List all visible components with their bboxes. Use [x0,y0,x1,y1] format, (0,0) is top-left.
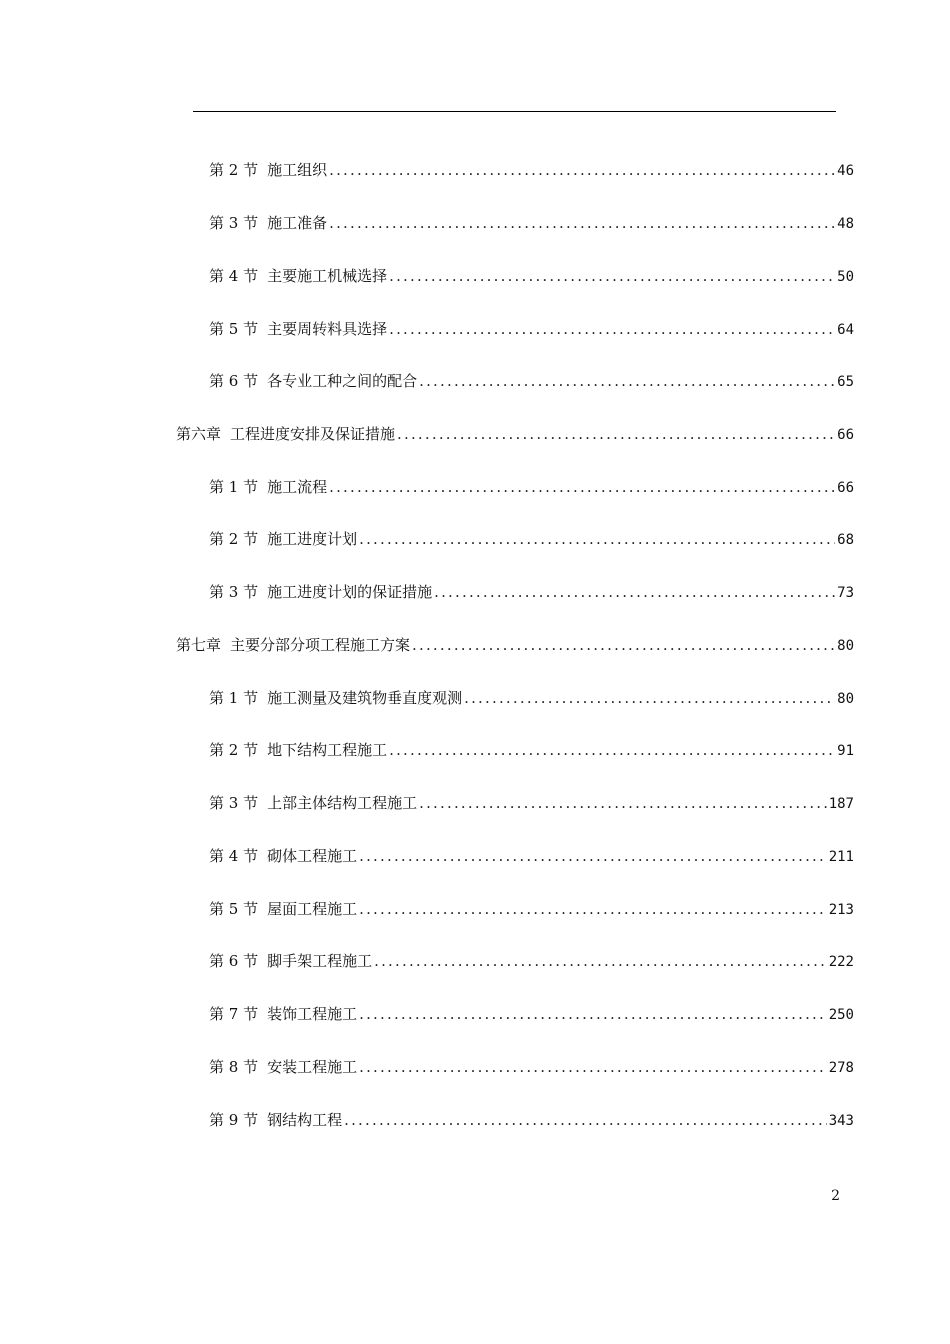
toc-entry-page: 48 [837,216,854,232]
dot-leader [389,318,835,340]
header-rule [193,111,836,112]
toc-entry-title: 施工流程 [267,478,328,496]
toc-entry-title: 工程进度安排及保证措施 [230,425,396,443]
toc-entry-page: 213 [828,902,854,918]
toc-entry-page: 80 [837,638,854,654]
toc-entry-number: 第 6 节 [209,372,259,390]
toc-entry-page: 64 [837,322,854,338]
toc-entry[interactable] [209,739,854,761]
toc-entry[interactable] [209,265,854,287]
dot-leader [434,581,835,603]
toc-entry-number: 第 6 节 [209,952,259,970]
toc-entry-title: 主要分部分项工程施工方案 [230,636,411,654]
footer-page-number: 2 [831,1188,840,1204]
toc-entry-page: 278 [828,1060,854,1076]
toc-entry-number: 第 1 节 [209,478,259,496]
dot-leader [419,370,835,392]
toc-entry-page: 73 [837,585,854,601]
dot-leader [464,687,835,709]
toc-entry-page: 80 [837,691,854,707]
toc-chapter-entry[interactable] [176,423,854,445]
toc-entry[interactable] [209,370,854,392]
toc-entry-page: 66 [837,427,854,443]
toc-entry-number: 第 5 节 [209,320,259,338]
toc-entry[interactable] [209,1056,854,1078]
toc-entry-number: 第 8 节 [209,1058,259,1076]
toc-entry-title: 施工进度计划的保证措施 [267,583,433,601]
toc-entry-title: 主要周转料具选择 [267,320,388,338]
toc-entry-page: 343 [828,1113,854,1129]
toc-entry-title: 施工准备 [267,214,328,232]
dot-leader [329,212,835,234]
toc-entry-number: 第 3 节 [209,794,259,812]
toc-entry[interactable] [209,581,854,603]
toc-entry-title: 钢结构工程 [267,1111,343,1129]
toc-entry-page: 91 [837,743,854,759]
toc-entry[interactable] [209,159,854,181]
toc-entry[interactable] [209,687,854,709]
toc-entry-number: 第 2 节 [209,530,259,548]
toc-entry-title: 各专业工种之间的配合 [267,372,418,390]
toc-entry[interactable] [209,318,854,340]
toc-entry-number: 第 7 节 [209,1005,259,1023]
toc-entry-page: 46 [837,163,854,179]
dot-leader [329,476,835,498]
dot-leader [389,265,835,287]
toc-entry-number: 第七章 [176,636,222,654]
toc-entry-title: 施工进度计划 [267,530,358,548]
toc-entry-page: 250 [828,1007,854,1023]
toc-entry[interactable] [209,212,854,234]
toc-entry-number: 第 4 节 [209,267,259,285]
dot-leader [389,739,835,761]
dot-leader [359,1003,827,1025]
dot-leader [397,423,835,445]
dot-leader [359,528,835,550]
dot-leader [359,1056,827,1078]
toc-entry-title: 主要施工机械选择 [267,267,388,285]
toc-entry-title: 地下结构工程施工 [267,741,388,759]
toc-entry-number: 第 9 节 [209,1111,259,1129]
toc-entry[interactable] [209,1109,854,1131]
dot-leader [412,634,835,656]
toc-entry-title: 脚手架工程施工 [267,952,373,970]
toc-entry[interactable] [209,898,854,920]
toc-entry-number: 第 2 节 [209,161,259,179]
toc-chapter-entry[interactable] [176,634,854,656]
dot-leader [374,950,827,972]
toc-entry-number: 第 1 节 [209,689,259,707]
dot-leader [344,1109,827,1131]
toc-entry-page: 222 [828,954,854,970]
toc-entry-number: 第 5 节 [209,900,259,918]
toc-entry-page: 50 [837,269,854,285]
toc-entry-page: 211 [828,849,854,865]
toc-entry-title: 砌体工程施工 [267,847,358,865]
toc-entry-number: 第 4 节 [209,847,259,865]
toc-entry-number: 第 3 节 [209,583,259,601]
toc-entry-title: 装饰工程施工 [267,1005,358,1023]
dot-leader [359,845,827,867]
toc-entry-page: 66 [837,480,854,496]
toc-entry-title: 上部主体结构工程施工 [267,794,418,812]
toc-entry-page: 65 [837,374,854,390]
toc-entry[interactable] [209,1003,854,1025]
dot-leader [329,159,835,181]
toc-entry[interactable] [209,845,854,867]
toc-entry[interactable] [209,792,854,814]
dot-leader [419,792,827,814]
toc-entry-title: 屋面工程施工 [267,900,358,918]
toc-entry-title: 施工组织 [267,161,328,179]
toc-entry[interactable] [209,476,854,498]
toc-entry-title: 施工测量及建筑物垂直度观测 [267,689,463,707]
toc-entry[interactable] [209,950,854,972]
toc-entry-number: 第六章 [176,425,222,443]
dot-leader [359,898,827,920]
toc-entry-number: 第 3 节 [209,214,259,232]
toc-entry-page: 68 [837,532,854,548]
toc-entry-title: 安装工程施工 [267,1058,358,1076]
toc-entry-page: 187 [828,796,854,812]
toc-entry-number: 第 2 节 [209,741,259,759]
toc-entry[interactable] [209,528,854,550]
